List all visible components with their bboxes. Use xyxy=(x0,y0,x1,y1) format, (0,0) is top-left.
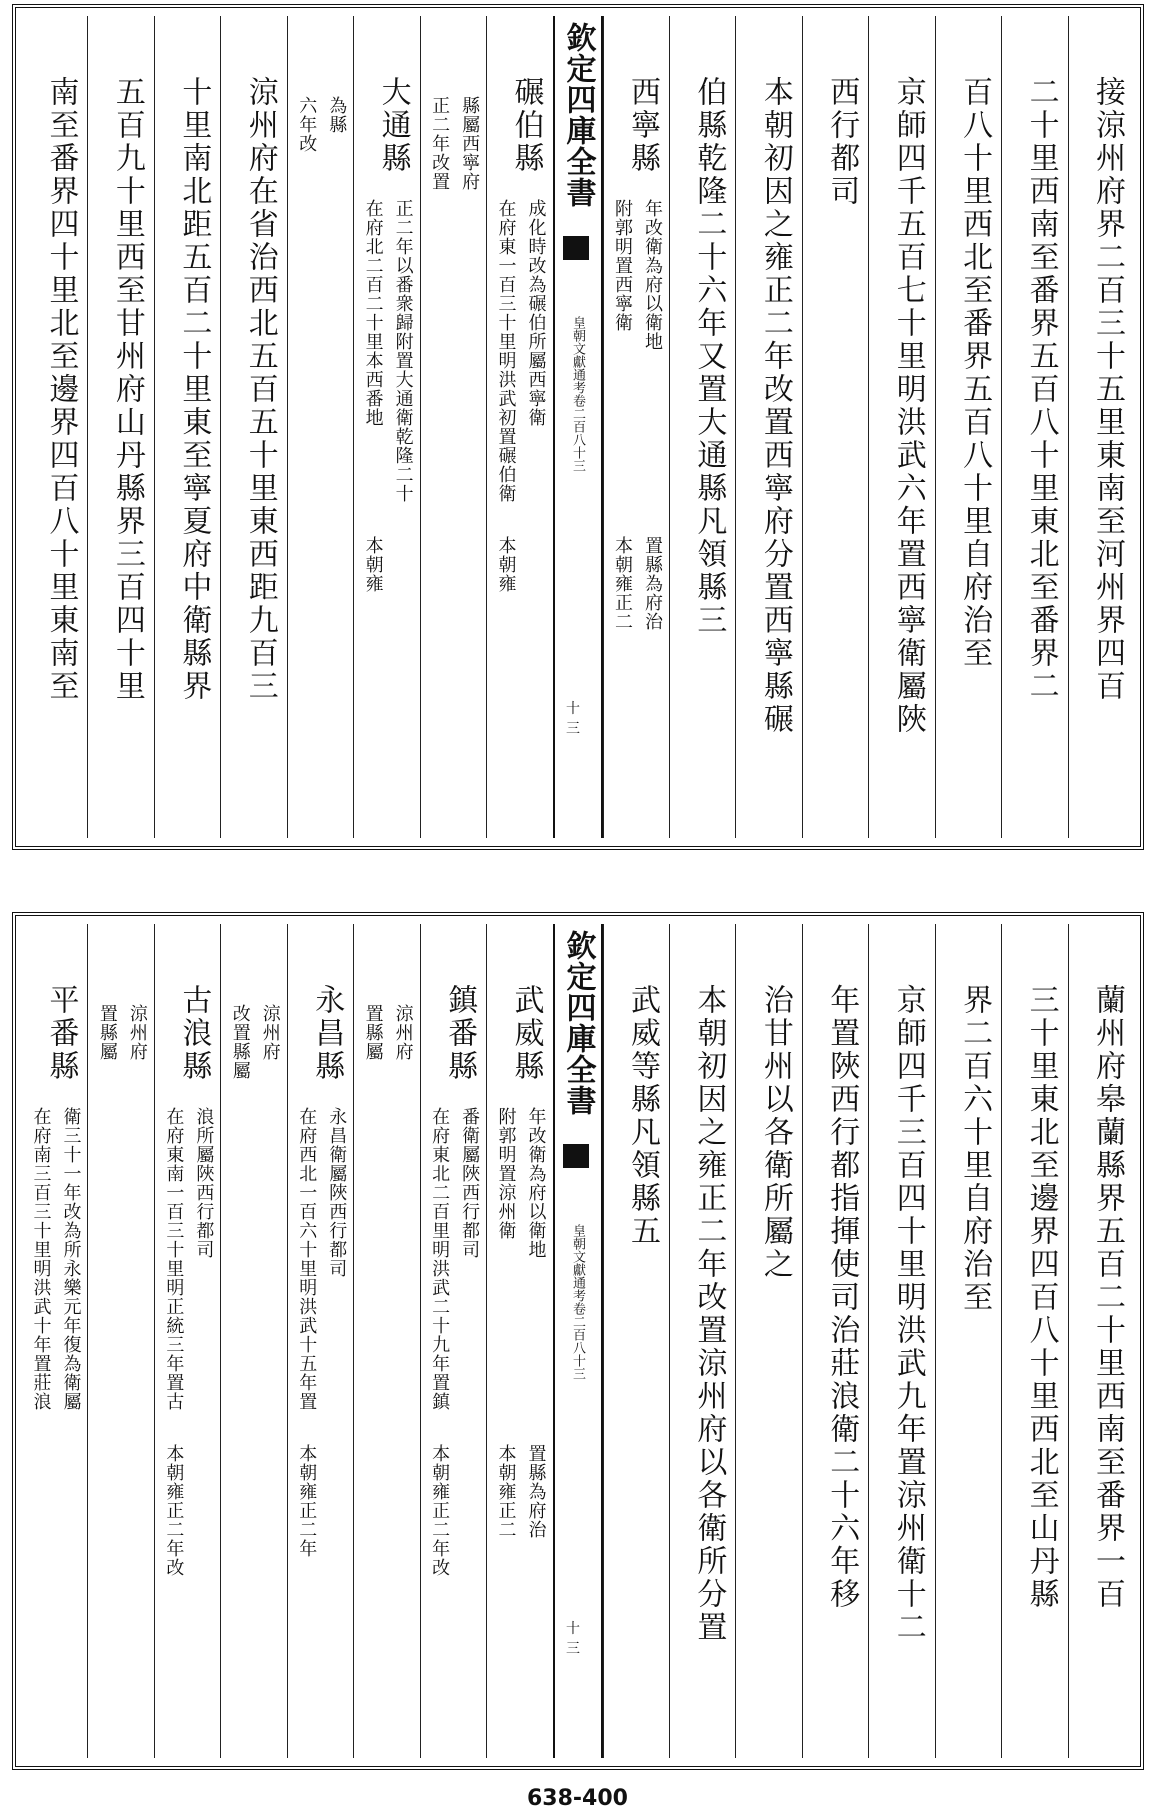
column-text: 五百九十里西至甘州府山丹縣界三百四十里 xyxy=(109,76,145,703)
annotation-note: 年改衛為府以衛地 xyxy=(525,1107,547,1259)
column-text: 古浪縣 xyxy=(176,984,212,1083)
upper-column xyxy=(287,16,353,838)
annotation-note: 置縣為府治 xyxy=(641,536,663,631)
annotation-note: 置縣屬 xyxy=(96,1004,118,1061)
lower-column xyxy=(1001,924,1067,1758)
lower-column xyxy=(935,924,1001,1758)
lower-column xyxy=(802,924,868,1758)
annotation-note: 本朝雍正二 xyxy=(611,536,633,631)
annotation-note: 涼州府 xyxy=(126,1004,148,1061)
annotation-note: 正二年改置 xyxy=(429,96,451,191)
column-text: 平番縣 xyxy=(43,984,79,1083)
column-text: 二十里西南至番界五百八十里東北至番界二 xyxy=(1023,76,1059,703)
annotation-note: 六年改 xyxy=(296,96,318,153)
annotation-note: 正二年以番衆歸附置大通衛乾隆二十 xyxy=(392,199,414,503)
annotation-note: 浪所屬陜西行都司 xyxy=(193,1107,215,1259)
lower-column xyxy=(420,924,486,1758)
upper-column xyxy=(154,16,220,838)
column-text: 伯縣乾隆二十六年又置大通縣凡領縣三 xyxy=(691,76,727,637)
spine-title: 欽定四庫全書 xyxy=(560,22,596,208)
lower-column xyxy=(735,924,801,1758)
upper-column xyxy=(802,16,868,838)
annotation-note: 番衛屬陜西行都司 xyxy=(459,1107,481,1259)
column-text: 年置陜西行都指揮使司治莊浪衛二十六年移 xyxy=(824,984,860,1611)
annotation-note: 縣屬西寧府 xyxy=(459,96,481,191)
upper-column xyxy=(420,16,486,838)
upper-spine xyxy=(553,16,603,838)
upper-columns xyxy=(22,16,1134,838)
annotation-note: 改置縣屬 xyxy=(229,1004,251,1080)
annotation-note: 本朝雍 xyxy=(362,536,384,593)
upper-column xyxy=(935,16,1001,838)
upper-column xyxy=(1068,16,1134,838)
annotation-note: 置縣屬 xyxy=(362,1004,384,1061)
column-text: 界二百六十里自府治至 xyxy=(957,984,993,1314)
lower-column xyxy=(1068,924,1134,1758)
spine-fishtail-mark xyxy=(563,236,589,260)
lower-columns xyxy=(22,924,1134,1758)
lower-column xyxy=(353,924,419,1758)
lower-page xyxy=(12,912,1144,1770)
column-text: 百八十里西北至番界五百八十里自府治至 xyxy=(957,76,993,670)
column-text: 南至番界四十里北至邊界四百八十里東南至 xyxy=(43,76,79,703)
annotation-note: 附郭明置西寧衛 xyxy=(611,199,633,332)
column-text: 蘭州府皋蘭縣界五百二十里西南至番界一百 xyxy=(1090,984,1125,1611)
upper-column xyxy=(22,16,87,838)
column-text: 武威等縣凡領縣五 xyxy=(624,984,660,1248)
column-text: 碾伯縣 xyxy=(508,76,544,175)
upper-column xyxy=(353,16,419,838)
column-text: 三十里東北至邊界四百八十里西北至山丹縣 xyxy=(1023,984,1059,1611)
annotation-note: 在府西北一百六十里明洪武十五年置 xyxy=(296,1107,318,1411)
lower-column xyxy=(22,924,87,1758)
column-text: 接涼州府界二百三十五里東南至河州界四百 xyxy=(1090,76,1125,703)
annotation-note: 衛三十一年改為所永樂元年復為衛屬 xyxy=(60,1107,82,1411)
column-text: 西行都司 xyxy=(824,76,860,208)
annotation-note: 在府東北二百里明洪武二十九年置鎮 xyxy=(429,1107,451,1411)
annotation-note: 在府北二百二十里本西番地 xyxy=(362,199,384,427)
annotation-note: 附郭明置涼州衛 xyxy=(495,1107,517,1240)
upper-column xyxy=(1001,16,1067,838)
annotation-note: 在府東南一百三十里明正統三年置古 xyxy=(163,1107,185,1411)
annotation-note: 本朝雍 xyxy=(495,536,517,593)
annotation-note: 本朝雍正二年改 xyxy=(429,1444,451,1577)
spine-fishtail-mark xyxy=(563,1144,589,1168)
annotation-note: 本朝雍正二年改 xyxy=(163,1444,185,1577)
column-text: 鎮番縣 xyxy=(442,984,478,1083)
column-text: 本朝初因之雍正二年改置涼州府以各衛所分置 xyxy=(691,984,727,1644)
lower-column xyxy=(669,924,735,1758)
column-text: 永昌縣 xyxy=(309,984,345,1083)
upper-column xyxy=(735,16,801,838)
lower-spine xyxy=(553,924,603,1758)
annotation-note: 涼州府 xyxy=(259,1004,281,1061)
annotation-note: 成化時改為碾伯所屬西寧衛 xyxy=(525,199,547,427)
column-text: 治甘州以各衛所屬之 xyxy=(757,984,793,1281)
annotation-note: 年改衛為府以衛地 xyxy=(641,199,663,351)
lower-column xyxy=(868,924,934,1758)
column-text: 十里南北距五百二十里東至寧夏府中衛縣界 xyxy=(176,76,212,703)
lower-column xyxy=(154,924,220,1758)
upper-page xyxy=(12,4,1144,850)
spine-subtitle: 皇朝文獻通考卷二百八十三 xyxy=(570,316,585,472)
upper-column xyxy=(220,16,286,838)
upper-column xyxy=(868,16,934,838)
spine-subtitle: 皇朝文獻通考卷二百八十三 xyxy=(570,1224,585,1380)
column-text: 武威縣 xyxy=(508,984,544,1083)
upper-column xyxy=(669,16,735,838)
annotation-note: 置縣為府治 xyxy=(525,1444,547,1539)
annotation-note: 在府南三百三十里明洪武十年置莊浪 xyxy=(30,1107,52,1411)
spine-page-number: 十三 xyxy=(566,1621,580,1657)
annotation-note: 涼州府 xyxy=(392,1004,414,1061)
lower-column xyxy=(486,924,552,1758)
lower-column xyxy=(220,924,286,1758)
lower-column xyxy=(287,924,353,1758)
annotation-note: 為縣 xyxy=(326,96,348,134)
column-text: 本朝初因之雍正二年改置西寧府分置西寧縣碾 xyxy=(757,76,793,736)
spine-title: 欽定四庫全書 xyxy=(560,930,596,1116)
column-text: 涼州府在省治西北五百五十里東西距九百三 xyxy=(242,76,278,703)
column-text: 京師四千五百七十里明洪武六年置西寧衛屬陜 xyxy=(890,76,926,736)
annotation-note: 在府東一百三十里明洪武初置碾伯衛 xyxy=(495,199,517,503)
spine-page-number: 十三 xyxy=(566,701,580,737)
column-text: 西寧縣 xyxy=(624,76,660,175)
lower-column xyxy=(603,924,669,1758)
upper-column xyxy=(603,16,669,838)
lower-column xyxy=(87,924,153,1758)
upper-column xyxy=(486,16,552,838)
column-text: 京師四千三百四十里明洪武九年置涼州衛十二 xyxy=(890,984,926,1644)
annotation-note: 本朝雍正二年 xyxy=(296,1444,318,1558)
annotation-note: 永昌衛屬陜西行都司 xyxy=(326,1107,348,1278)
annotation-note: 本朝雍正二 xyxy=(495,1444,517,1539)
column-text: 大通縣 xyxy=(375,76,411,175)
page-number-footer: 638-400 xyxy=(527,1786,628,1811)
upper-column xyxy=(87,16,153,838)
